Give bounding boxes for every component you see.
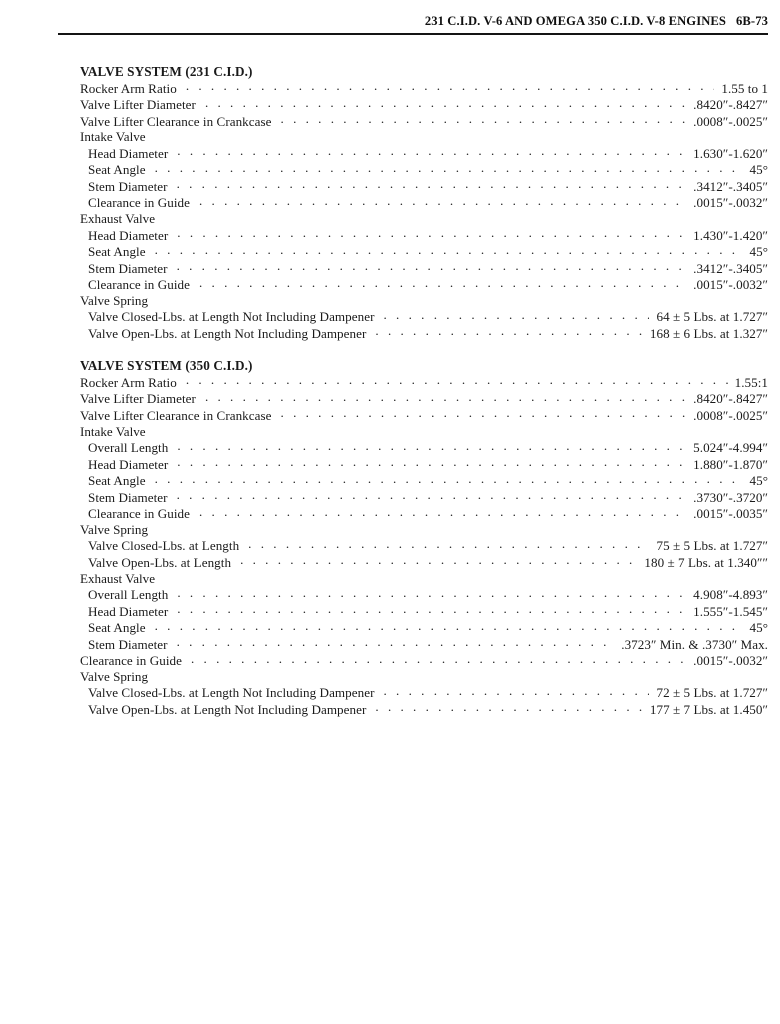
spec-row	[0, 619, 780, 636]
spec-value: .0015″-.0032″	[693, 277, 768, 293]
spec-value: .0008″-.0025″	[693, 113, 768, 129]
spec-label: Head Diameter	[88, 456, 169, 472]
spec-value: .0015″-.0035″	[693, 506, 768, 522]
spec-row	[0, 537, 780, 554]
spec-value: 1.430″-1.420″	[693, 227, 768, 243]
dot-leader	[281, 407, 687, 420]
spec-row	[0, 390, 780, 407]
dot-leader	[177, 260, 687, 273]
spec-label: Clearance in Guide	[88, 195, 190, 211]
spec-row	[0, 161, 780, 178]
spec-label: Valve Lifter Clearance in Crankcase	[80, 113, 272, 129]
spec-value: .3412″-.3405″	[693, 178, 768, 194]
spec-group-heading: Intake Valve	[80, 129, 146, 145]
spec-value: 1.55:1	[734, 374, 768, 390]
spec-row	[0, 178, 780, 195]
dot-leader	[199, 194, 686, 207]
spec-value: 180 ± 7 Lbs. at 1.340″″	[644, 554, 768, 570]
spec-value: 75 ± 5 Lbs. at 1.727″	[656, 538, 768, 554]
spec-label: Head Diameter	[88, 227, 169, 243]
spec-label: Clearance in Guide	[88, 506, 190, 522]
spec-value: .8420″-.8427″	[693, 97, 768, 113]
dot-leader	[177, 227, 686, 240]
spec-group-heading: Exhaust Valve	[80, 570, 156, 586]
dot-leader	[205, 96, 686, 109]
spec-row	[0, 374, 780, 391]
spec-value: .0008″-.0025″	[693, 408, 768, 424]
spec-row	[0, 260, 780, 277]
dot-leader	[155, 619, 743, 632]
spec-value: .0015″-.0032″	[693, 195, 768, 211]
section-title: VALVE SYSTEM (231 C.I.D.)	[80, 64, 253, 79]
spec-label: Head Diameter	[88, 145, 169, 161]
dot-leader	[375, 325, 642, 338]
spec-group-heading: Valve Spring	[80, 292, 149, 308]
spec-label: Stem Diameter	[88, 178, 168, 194]
spec-row	[0, 652, 780, 669]
spec-label: Valve Closed-Lbs. at Length Not Including Dampener	[88, 685, 375, 701]
dot-leader	[155, 243, 743, 256]
spec-label: Overall Length	[88, 587, 169, 603]
spec-label: Valve Closed-Lbs. at Length Not Including Dampener	[88, 309, 375, 325]
dot-leader	[384, 308, 650, 321]
running-head-title: 231 C.I.D. V-6 AND OMEGA 350 C.I.D. V-8 ENGINES	[424, 14, 727, 28]
spec-label: Clearance in Guide	[88, 277, 190, 293]
spec-label: Clearance in Guide	[80, 653, 182, 669]
spec-label: Valve Closed-Lbs. at Length	[88, 538, 240, 554]
spec-label: Valve Lifter Diameter	[80, 97, 196, 113]
dot-leader	[177, 636, 615, 649]
spec-label: Seat Angle	[88, 244, 146, 260]
spec-row	[0, 636, 780, 653]
spec-label: Stem Diameter	[88, 636, 168, 652]
spec-label: Seat Angle	[88, 620, 146, 636]
spec-label: Overall Length	[88, 440, 169, 456]
spec-label: Valve Open-Lbs. at Length Not Including Dampener	[88, 701, 367, 717]
spec-group-heading: Valve Spring	[80, 668, 149, 684]
spec-value: 1.630″-1.620″	[693, 145, 768, 161]
spec-value: 177 ± 7 Lbs. at 1.450″	[649, 701, 768, 717]
spec-label: Valve Lifter Clearance in Crankcase	[80, 408, 272, 424]
header-rule-divider	[58, 33, 768, 35]
running-head-text	[425, 14, 768, 29]
spec-label: Seat Angle	[88, 473, 146, 489]
dot-leader	[199, 276, 686, 289]
spec-row	[0, 701, 780, 718]
dot-leader	[177, 178, 687, 191]
spec-row	[0, 96, 780, 113]
spec-value: .3412″-.3405″	[693, 260, 768, 276]
spec-row	[0, 308, 780, 325]
spec-value: 5.024″-4.994″	[693, 440, 768, 456]
spec-value: 45°	[749, 473, 768, 489]
spec-value: 72 ± 5 Lbs. at 1.727″	[656, 685, 768, 701]
spec-group-heading: Intake Valve	[80, 423, 146, 439]
dot-leader	[155, 472, 743, 485]
spec-value: 45°	[749, 620, 768, 636]
dot-leader	[205, 390, 686, 403]
spec-row	[0, 684, 780, 701]
dot-leader	[248, 537, 649, 550]
dot-leader	[177, 586, 686, 599]
spec-value: 1.880″-1.870″	[693, 456, 768, 472]
spec-label: Rocker Arm Ratio	[80, 374, 177, 390]
dot-leader	[191, 652, 686, 665]
spec-value: 168 ± 6 Lbs. at 1.327″	[649, 325, 768, 341]
specification-content	[0, 64, 780, 717]
spec-label: Seat Angle	[88, 162, 146, 178]
spec-label: Valve Lifter Diameter	[80, 391, 196, 407]
spec-row	[0, 80, 780, 97]
spec-value: 4.908″-4.893″	[693, 587, 768, 603]
spec-row	[0, 276, 780, 293]
spec-group-heading: Valve Spring	[80, 521, 149, 537]
spec-label: Valve Open-Lbs. at Length	[88, 554, 232, 570]
spec-value: 45°	[749, 162, 768, 178]
spec-row	[0, 194, 780, 211]
spec-row	[0, 227, 780, 244]
dot-leader	[240, 554, 637, 567]
spec-label: Valve Open-Lbs. at Length Not Including Dampener	[88, 325, 367, 341]
spec-value: 1.555″-1.545″	[693, 603, 768, 619]
spec-value: 45°	[749, 244, 768, 260]
spec-row	[0, 489, 780, 506]
spec-row	[0, 113, 780, 130]
spec-row	[0, 439, 780, 456]
dot-leader	[281, 113, 687, 126]
dot-leader	[155, 161, 743, 174]
dot-leader	[177, 145, 686, 158]
spec-row	[0, 243, 780, 260]
spec-value: .0015″-.0032″	[693, 653, 768, 669]
spec-row	[0, 472, 780, 489]
spec-row	[0, 145, 780, 162]
spec-row	[0, 456, 780, 473]
spec-value: 1.55 to 1	[721, 80, 768, 96]
spec-row	[0, 554, 780, 571]
dot-leader	[186, 374, 728, 387]
spec-label: Head Diameter	[88, 603, 169, 619]
spec-label: Rocker Arm Ratio	[80, 80, 177, 96]
dot-leader	[177, 456, 686, 469]
spec-value: .3723″ Min. & .3730″ Max.	[621, 636, 768, 652]
spec-value: 64 ± 5 Lbs. at 1.727″	[656, 309, 768, 325]
dot-leader	[186, 80, 715, 93]
spec-section	[0, 64, 780, 341]
spec-group-heading: Exhaust Valve	[80, 210, 156, 226]
spec-row	[0, 586, 780, 603]
dot-leader	[375, 701, 642, 714]
dot-leader	[199, 505, 686, 518]
spec-label: Stem Diameter	[88, 489, 168, 505]
dot-leader	[177, 489, 687, 502]
running-head-page-number: 6B-73	[736, 14, 768, 28]
spec-value: .8420″-.8427″	[693, 391, 768, 407]
spec-row	[0, 603, 780, 620]
spec-section	[0, 358, 780, 717]
section-title: VALVE SYSTEM (350 C.I.D.)	[80, 358, 253, 374]
dot-leader	[177, 603, 686, 616]
dot-leader	[384, 684, 650, 697]
page-running-head	[58, 14, 768, 40]
dot-leader	[177, 439, 686, 452]
spec-row	[0, 505, 780, 522]
spec-row	[0, 325, 780, 342]
spec-row	[0, 407, 780, 424]
spec-value: .3730″-.3720″	[693, 489, 768, 505]
spec-label: Stem Diameter	[88, 260, 168, 276]
